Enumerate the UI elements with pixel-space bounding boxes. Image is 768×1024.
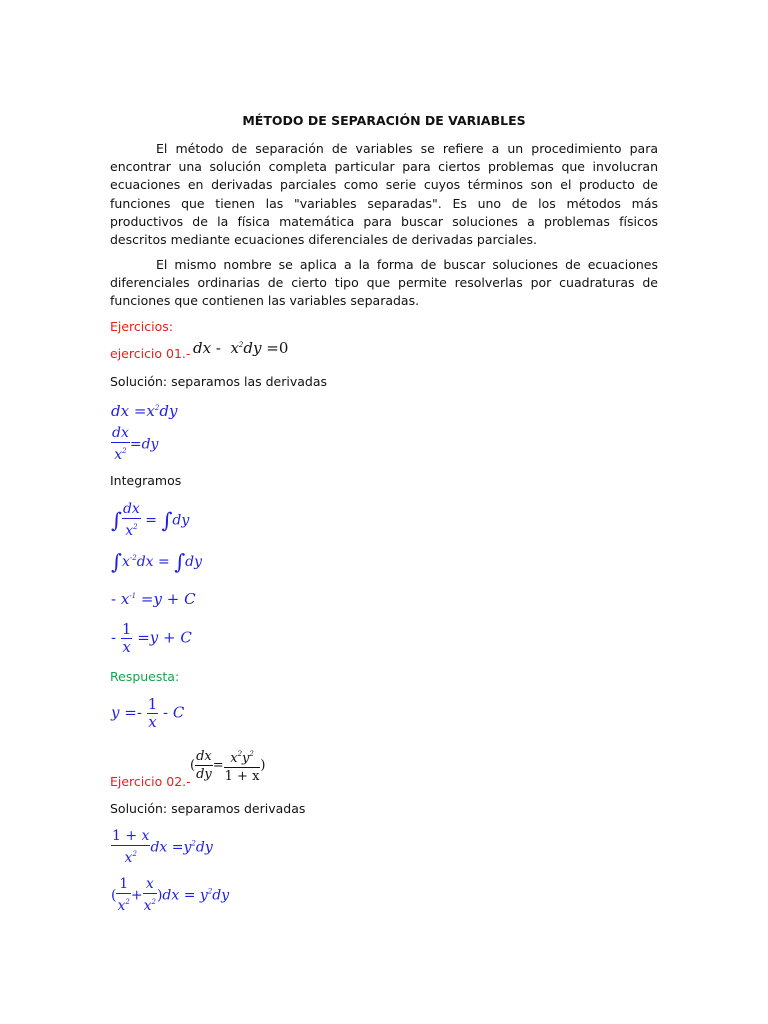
exercise-1-label: ejercicio 01.- <box>110 346 191 361</box>
integrate-label: Integramos <box>110 473 182 488</box>
intro-paragraph-1 <box>110 140 658 249</box>
answer-label: Respuesta: <box>110 669 180 684</box>
exercise-2-solution-label: Solución: separamos derivadas <box>110 801 306 816</box>
eq-integral-2: $\int x^{-2}dx = \int dy$ <box>111 550 203 574</box>
page-title: MÉTODO DE SEPARACIÓN DE VARIABLES <box>242 113 526 128</box>
eq-integral-1: ∫ $\frac{dx}{x^2}$ = ∫dy <box>111 501 190 539</box>
eq-dx-over-x2: $\frac{dx}{x^2}$ =dy <box>112 425 159 463</box>
exercises-heading: Ejercicios: <box>110 319 173 334</box>
eq-dx-equals-x2dy: dx $=x^2dy$ <box>111 402 178 420</box>
intro-paragraph-2 <box>110 256 658 311</box>
eq-separated-1: $\frac{1 + x}{x^2}$ dx $=y^2dy$ <box>112 828 213 866</box>
paragraph-2-text: El mismo nombre se aplica a la forma de buscar soluciones de ecuaciones diferenciales ordinarias de cierto tipo que permite resolverlas por cuadraturas de funciones que contienen las variables separadas. <box>110 257 658 309</box>
exercise-1-equation: dx - $x^2dy =0$ <box>193 339 289 357</box>
exercise-2-label: Ejercicio 02.- <box>110 774 191 789</box>
exercise-2-equation: ( $\frac{dx}{dy}$ = $\frac{x^2y^2}{1 + x}$ ) <box>190 746 266 785</box>
answer-equation: y =- $\frac{1}{x}$ - C <box>111 695 185 731</box>
eq-neg-x-inverse: - $x^{-1} =y + C$ <box>111 590 196 608</box>
paragraph-1-text: El método de separación de variables se refiere a un procedimiento para encontrar una solución completa particular para ciertos problemas que involucran ecuaciones en derivadas parciales como serie cuyos términos son el producto de funciones que tienen las "variables separadas". Es uno de los métodos más productivos de la física matemática para buscar soluciones a problemas físicos descritos mediante ecuaciones diferenciales de derivadas parciales. <box>110 141 658 248</box>
eq-neg-one-over-x: - $\frac{1}{x}$ =y + C <box>111 620 192 656</box>
exercise-1-solution-label: Solución: separamos las derivadas <box>110 374 328 389</box>
eq-separated-2: ( $\frac{1}{x^2}$ + $\frac{x}{x^2}$ )$dx = y^2dy$ <box>111 876 230 914</box>
